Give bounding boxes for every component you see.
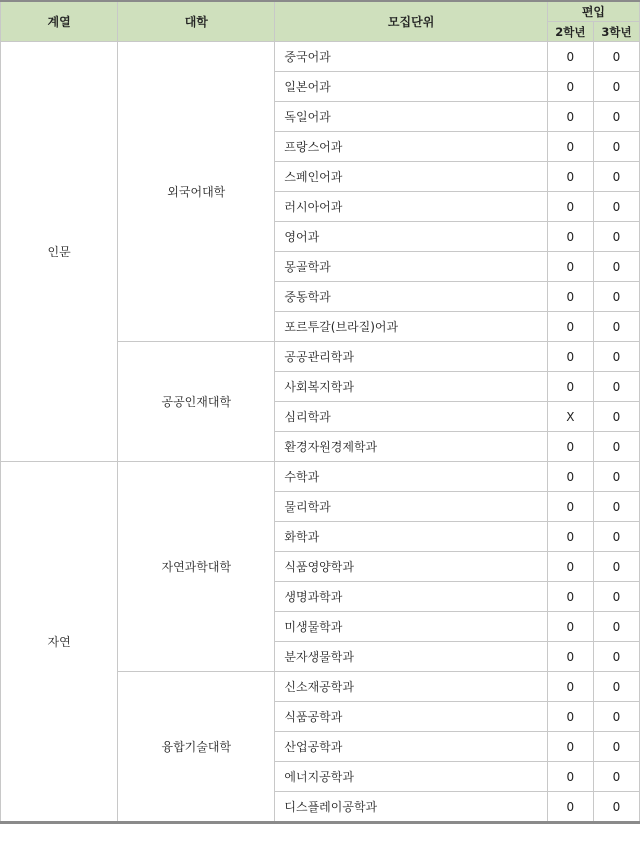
year3-cell: 0 [593,132,639,162]
year2-cell: 0 [547,552,593,582]
unit-cell: 사회복지학과 [275,372,547,402]
year2-cell: 0 [547,132,593,162]
year2-cell: 0 [547,72,593,102]
college-cell: 융합기술대학 [118,672,275,823]
header-transfer: 편입 [547,1,639,22]
unit-cell: 일본어과 [275,72,547,102]
year2-cell: 0 [547,762,593,792]
table-header [1,1,640,42]
year2-cell: 0 [547,582,593,612]
year3-cell: 0 [593,252,639,282]
unit-cell: 스페인어과 [275,162,547,192]
college-cell: 자연과학대학 [118,462,275,672]
year2-cell: 0 [547,162,593,192]
year2-cell: 0 [547,342,593,372]
unit-cell: 영어과 [275,222,547,252]
unit-cell: 디스플레이공학과 [275,792,547,823]
year2-cell: 0 [547,282,593,312]
year3-cell: 0 [593,762,639,792]
year2-cell: 0 [547,372,593,402]
year2-cell: 0 [547,462,593,492]
unit-cell: 식품공학과 [275,702,547,732]
header-year3: 3학년 [593,22,639,42]
header-unit: 모집단위 [275,1,547,42]
year2-cell: 0 [547,702,593,732]
year2-cell: 0 [547,252,593,282]
year3-cell: 0 [593,102,639,132]
unit-cell: 공공관리학과 [275,342,547,372]
unit-cell: 독일어과 [275,102,547,132]
table-row [1,42,640,72]
year3-cell: 0 [593,42,639,72]
year3-cell: 0 [593,282,639,312]
unit-cell: 화학과 [275,522,547,552]
unit-cell: 몽골학과 [275,252,547,282]
year2-cell: 0 [547,492,593,522]
year2-cell: 0 [547,792,593,823]
table-row [1,462,640,492]
header-college: 대학 [118,1,275,42]
header-year2: 2학년 [547,22,593,42]
unit-cell: 환경자원경제학과 [275,432,547,462]
table-body [1,42,640,823]
year2-cell: 0 [547,192,593,222]
unit-cell: 에너지공학과 [275,762,547,792]
year3-cell: 0 [593,582,639,612]
year3-cell: 0 [593,552,639,582]
year3-cell: 0 [593,702,639,732]
unit-cell: 식품영양학과 [275,552,547,582]
unit-cell: 러시아어과 [275,192,547,222]
header-category: 계열 [1,1,118,42]
year3-cell: 0 [593,462,639,492]
year3-cell: 0 [593,222,639,252]
year2-cell: 0 [547,522,593,552]
year3-cell: 0 [593,612,639,642]
unit-cell: 물리학과 [275,492,547,522]
unit-cell: 중동학과 [275,282,547,312]
unit-cell: 분자생물학과 [275,642,547,672]
year3-cell: 0 [593,732,639,762]
year3-cell: 0 [593,642,639,672]
year3-cell: 0 [593,522,639,552]
year3-cell: 0 [593,192,639,222]
unit-cell: 프랑스어과 [275,132,547,162]
year2-cell: 0 [547,432,593,462]
year2-cell: 0 [547,222,593,252]
year2-cell: 0 [547,672,593,702]
category-cell: 인문 [1,42,118,462]
unit-cell: 수학과 [275,462,547,492]
year2-cell: 0 [547,642,593,672]
unit-cell: 포르투갈(브라질)어과 [275,312,547,342]
unit-cell: 생명과학과 [275,582,547,612]
unit-cell: 미생물학과 [275,612,547,642]
year2-cell: 0 [547,732,593,762]
year3-cell: 0 [593,792,639,823]
year3-cell: 0 [593,492,639,522]
year3-cell: 0 [593,402,639,432]
year2-cell: 0 [547,312,593,342]
year3-cell: 0 [593,162,639,192]
unit-cell: 신소재공학과 [275,672,547,702]
year3-cell: 0 [593,372,639,402]
year2-cell: 0 [547,612,593,642]
year3-cell: 0 [593,342,639,372]
college-cell: 공공인재대학 [118,342,275,462]
college-cell: 외국어대학 [118,42,275,342]
unit-cell: 심리학과 [275,402,547,432]
year3-cell: 0 [593,312,639,342]
unit-cell: 중국어과 [275,42,547,72]
year2-cell: 0 [547,42,593,72]
year2-cell: 0 [547,102,593,132]
year2-cell: X [547,402,593,432]
year3-cell: 0 [593,72,639,102]
year3-cell: 0 [593,672,639,702]
year3-cell: 0 [593,432,639,462]
unit-cell: 산업공학과 [275,732,547,762]
category-cell: 자연 [1,462,118,823]
